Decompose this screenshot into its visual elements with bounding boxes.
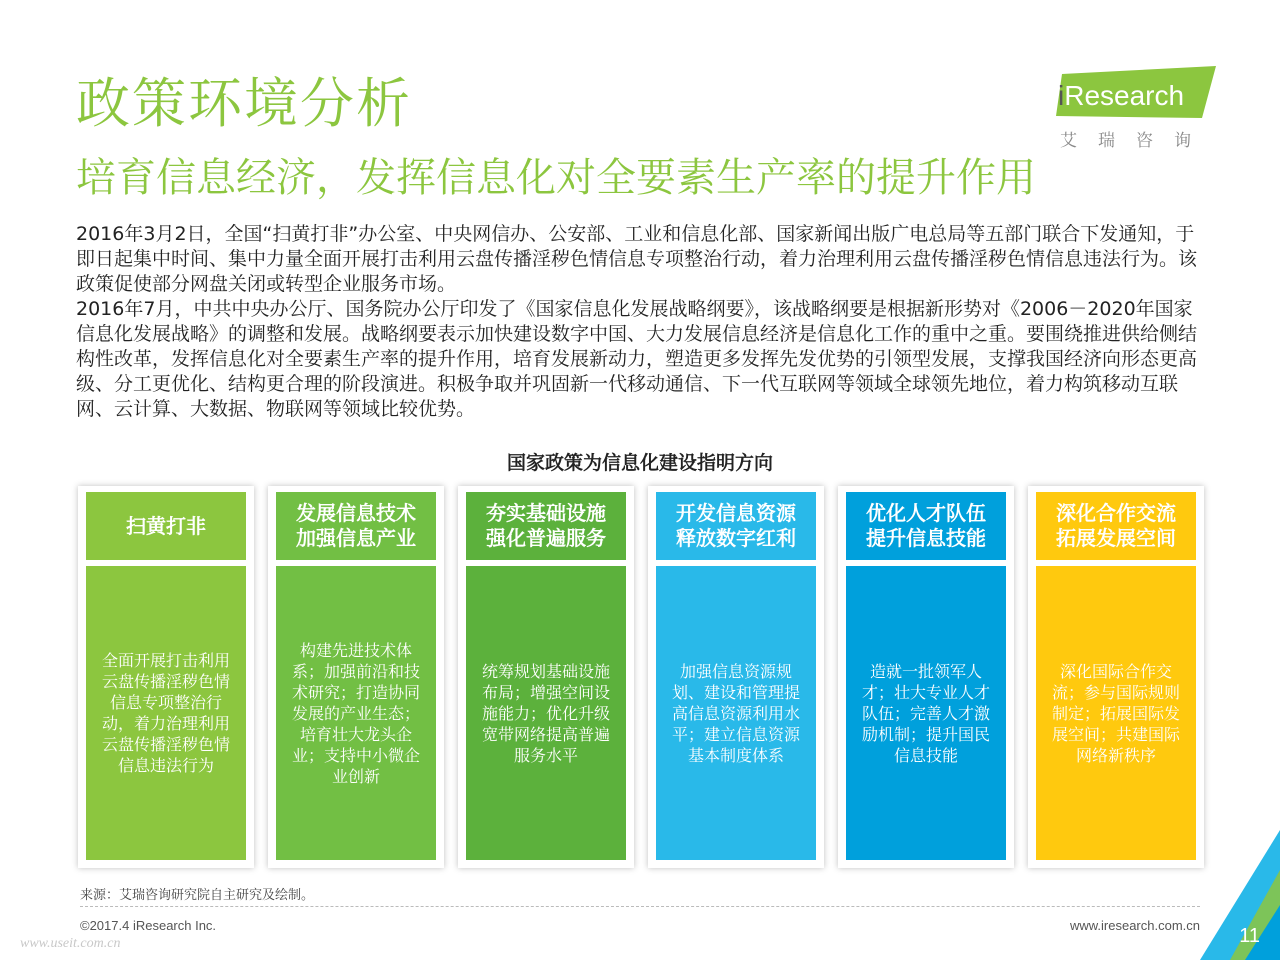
card-title: 发展信息技术 加强信息产业: [276, 492, 436, 560]
card-title: 优化人才队伍 提升信息技能: [846, 492, 1006, 560]
page-title: 政策环境分析: [76, 72, 412, 135]
card-text: 加强信息资源规划、建设和管理提高信息资源利用水平；建立信息资源基本制度体系: [656, 566, 816, 860]
website-link[interactable]: www.iresearch.com.cn: [1069, 918, 1200, 933]
body-text: [76, 222, 1208, 422]
card-title: 夯实基础设施 强化普遍服务: [466, 492, 626, 560]
iresearch-logo: [1056, 66, 1226, 156]
card-text: 全面开展打击利用云盘传播淫秽色情信息专项整治行动，着力治理利用云盘传播淫秽色情信息违法行为: [86, 566, 246, 860]
policy-card: [458, 486, 634, 868]
policy-card: [1028, 486, 1204, 868]
body-paragraph: 2016年7月，中共中央办公厅、国务院办公厅印发了《国家信息化发展战略纲要》，该战略纲要是根据新形势对《2006－2020年国家信息化发展战略》的调整和发展。战略纲要表示加快建设数字中国、大力发展信息经济是信息化工作的重中之重。要围绕推进供给侧结构性改革，发挥信息化对全要素生产率的提升作用，培育发展新动力，塑造更多发挥先发优势的引领型发展，支撑我国经济向形态更高级、分工更优化、结构更合理的阶段演进。积极争取并巩固新一代移动通信、下一代互联网等领域全球领先地位，着力构筑移动互联网、云计算、大数据、物联网等领域比较优势。: [76, 298, 1198, 420]
policy-cards: [78, 486, 1204, 868]
page-subtitle: 培育信息经济，发挥信息化对全要素生产率的提升作用: [76, 155, 1036, 201]
card-title: 深化合作交流 拓展发展空间: [1036, 492, 1196, 560]
policy-card: [648, 486, 824, 868]
card-text: 造就一批领军人才；壮大专业人才队伍；完善人才激励机制；提升国民信息技能: [846, 566, 1006, 860]
policy-card: [78, 486, 254, 868]
watermark: www.useit.com.cn: [20, 936, 121, 951]
policy-card: [838, 486, 1014, 868]
source-note: 来源：艾瑞咨询研究院自主研究及绘制。: [80, 888, 315, 903]
copyright: ©2017.4 iResearch Inc.: [80, 918, 217, 933]
page-number: 11: [1239, 925, 1260, 947]
logo-wordmark: iResearch: [1058, 80, 1185, 111]
footer-divider: [80, 906, 1200, 907]
section-heading: 国家政策为信息化建设指明方向: [506, 452, 773, 474]
card-text: 统筹规划基础设施布局；增强空间设施能力；优化升级宽带网络提高普遍服务水平: [466, 566, 626, 860]
logo-chinese-name: 艾瑞咨询: [1060, 131, 1212, 151]
card-text: 深化国际合作交流；参与国际规则制定；拓展国际发展空间；共建国际网络新秩序: [1036, 566, 1196, 860]
card-title: 开发信息资源 释放数字红利: [656, 492, 816, 560]
card-title: 扫黄打非: [86, 492, 246, 560]
body-paragraph: 2016年3月2日，全国“扫黄打非”办公室、中央网信办、公安部、工业和信息化部、国家新闻出版广电总局等五部门联合下发通知，于即日起集中时间、集中力量全面开展打击利用云盘传播淫秽色情信息专项整治行动，着力治理利用云盘传播淫秽色情信息违法行为。该政策促使部分网盘关闭或转型企业服务市场。: [76, 223, 1198, 295]
card-text: 构建先进技术体系；加强前沿和技术研究；打造协同发展的产业生态；培育壮大龙头企业；支持中小微企业创新: [276, 566, 436, 860]
policy-card: [268, 486, 444, 868]
